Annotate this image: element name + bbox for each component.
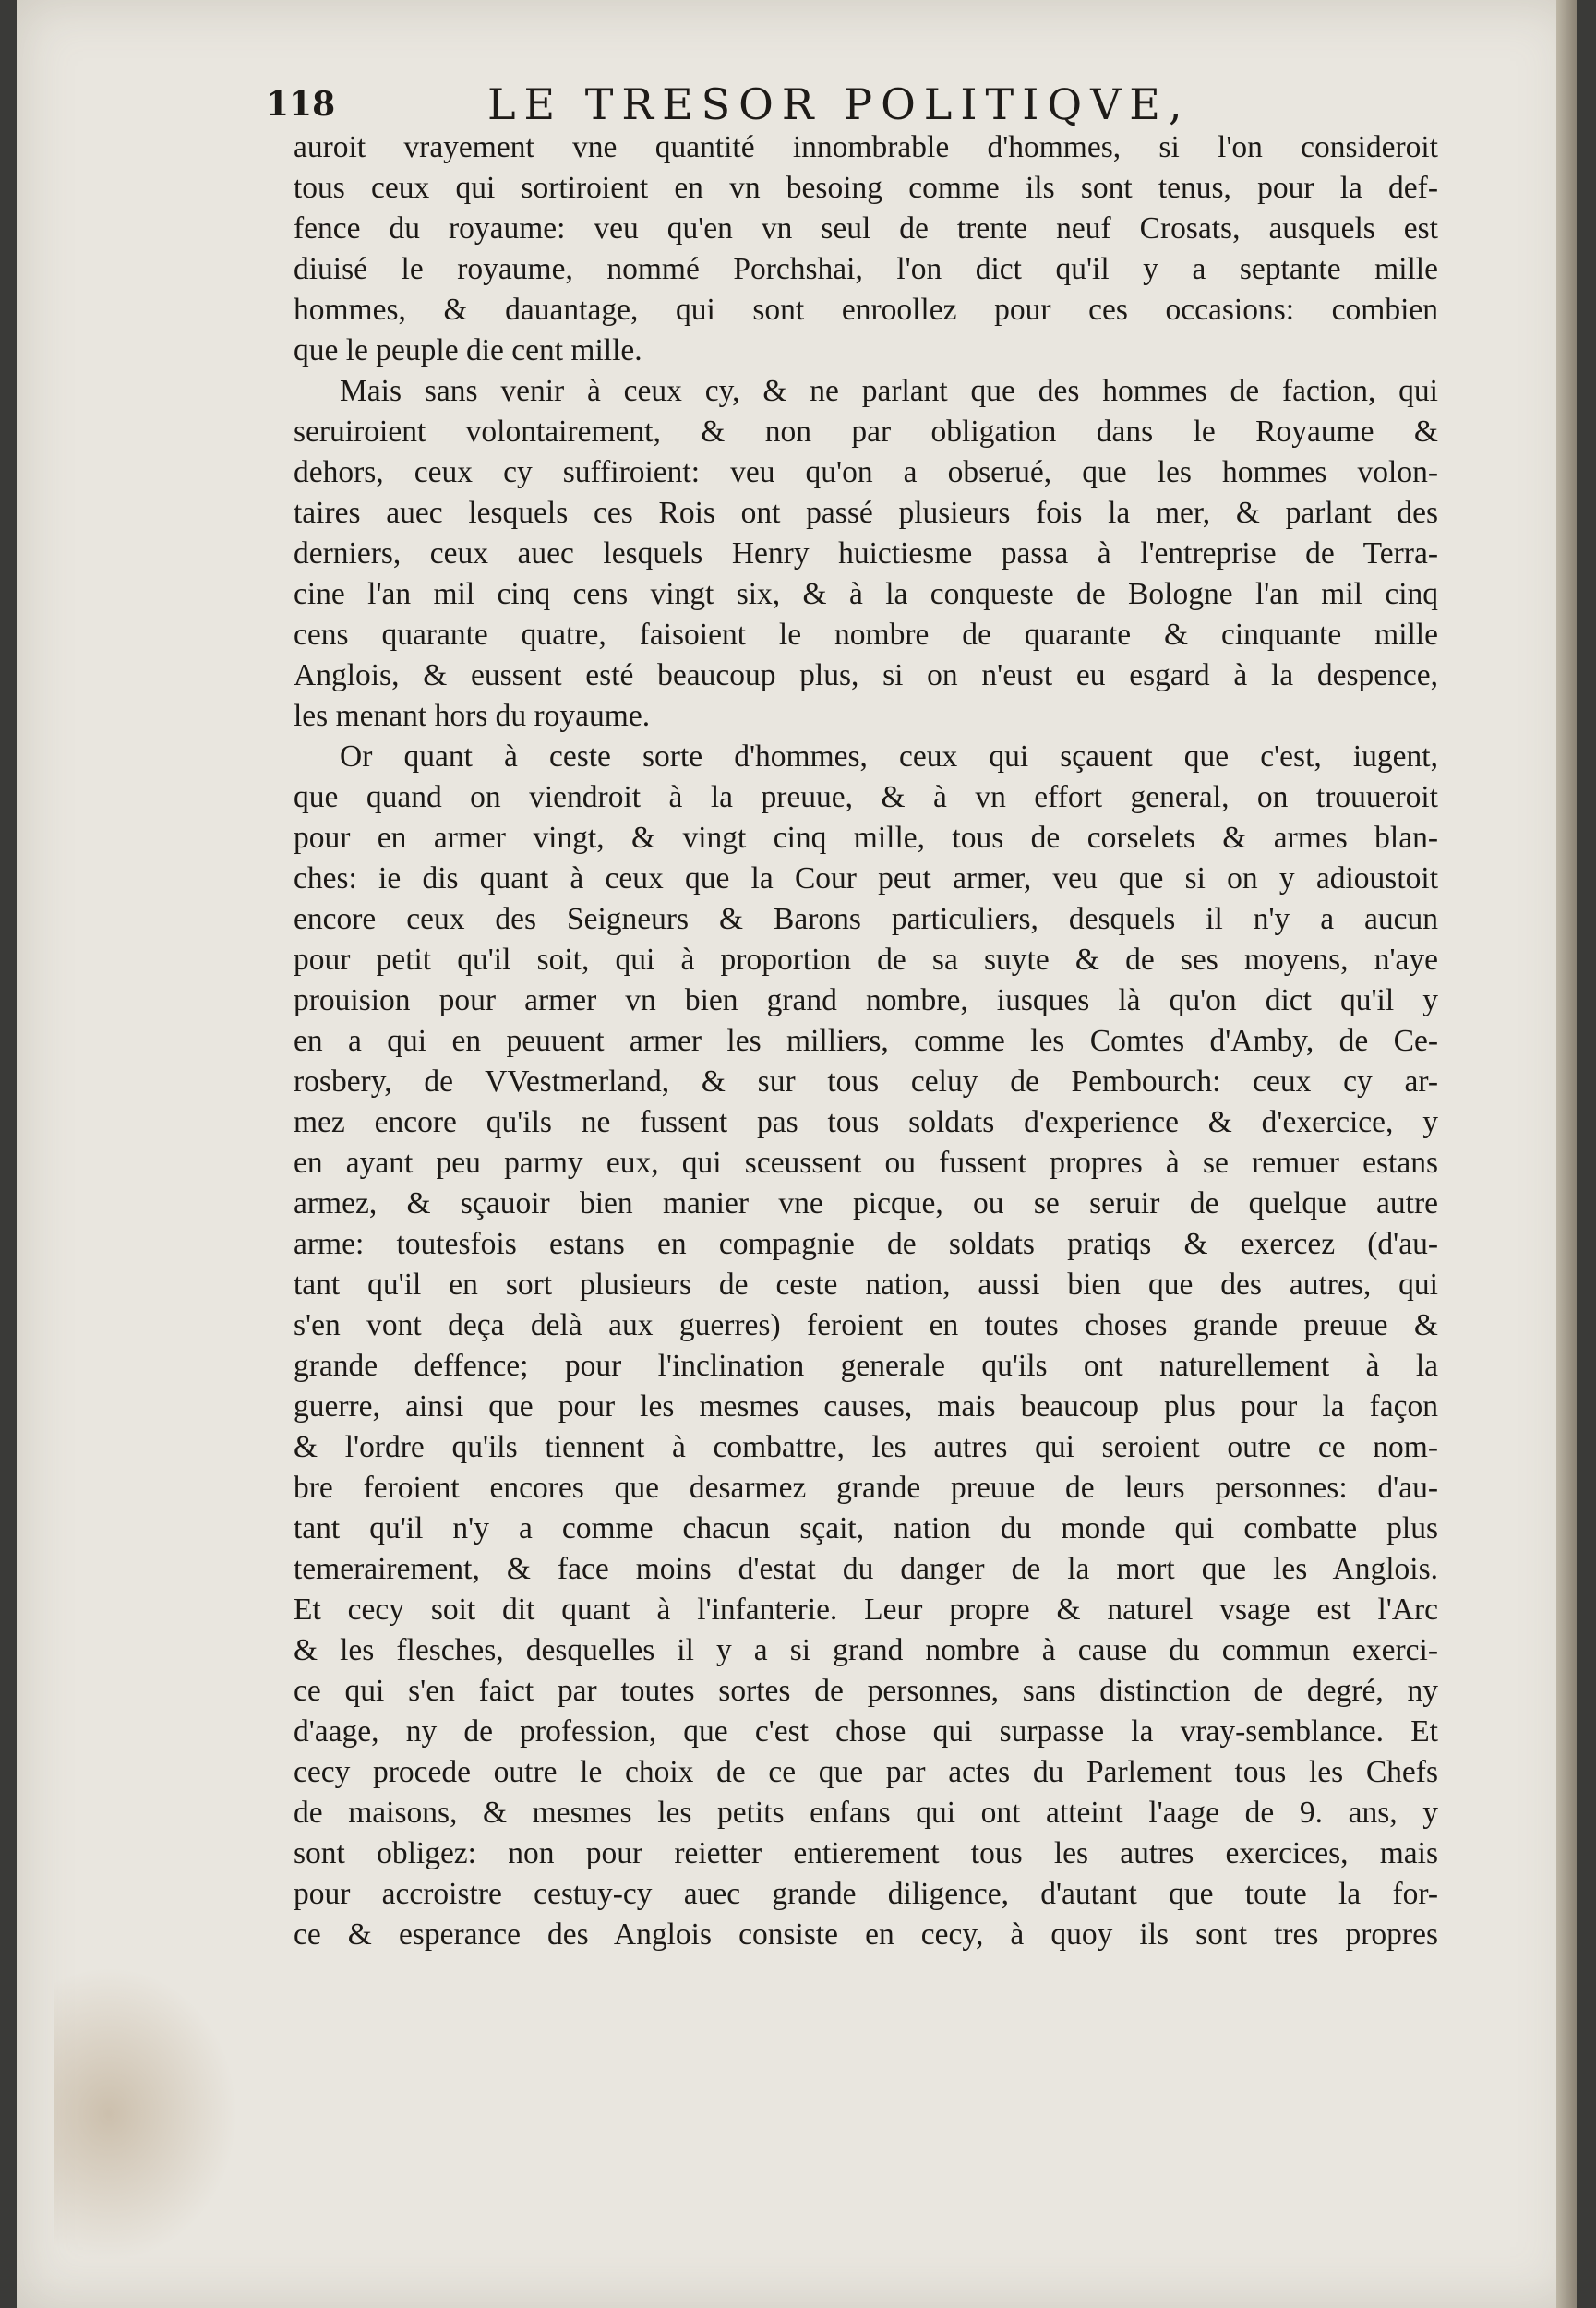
page-stain [54,1966,238,2262]
text-line: tant qu'il n'y a comme chacun sçait, nation du monde qui combatte plus [294,1511,1438,1545]
text-line: cens quarante quatre, faisoient le nombre de quarante & cinquante mille [294,618,1438,652]
text-line: Anglois, & eussent esté beaucoup plus, si on n'eust eu esgard à la despence, [294,658,1438,692]
text-line: ce qui s'en faict par toutes sortes de personnes, sans distinction de degré, ny [294,1674,1438,1708]
text-line: grande deffence; pour l'inclination generale qu'ils ont naturellement à la [294,1349,1438,1383]
text-line: seruiroient volontairement, & non par obligation dans le Royaume & [294,415,1438,449]
text-line: prouision pour armer vn bien grand nombre, iusques là qu'on dict qu'il y [294,983,1438,1017]
text-line: en a qui en peuuent armer les milliers, comme les Comtes d'Amby, de Ce- [294,1024,1438,1058]
text-line: auroit vrayement vne quantité innombrable d'hommes, si l'on consideroit [294,130,1438,164]
text-line: hommes, & dauantage, qui sont enroollez pour ces occasions: combien [294,293,1438,327]
text-line: pour accroistre cestuy-cy auec grande diligence, d'autant que toute la for- [294,1877,1438,1911]
text-line: tant qu'il en sort plusieurs de ceste nation, aussi bien que des autres, qui [294,1268,1438,1302]
text-line: d'aage, ny de profession, que c'est chose qui surpasse la vray-semblance. Et [294,1714,1438,1749]
text-line: taires auec lesquels ces Rois ont passé plusieurs fois la mer, & parlant des [294,496,1438,530]
body-text [294,127,1438,1955]
book-page [17,0,1577,2308]
text-line: en ayant peu parmy eux, qui sceussent ou fussent propres à se remuer estans [294,1146,1438,1180]
text-line: de maisons, & mesmes les petits enfans qui ont atteint l'aage de 9. ans, y [294,1796,1438,1830]
text-line: fence du royaume: veu qu'en vn seul de trente neuf Crosats, ausquels est [294,211,1438,246]
text-line: diuisé le royaume, nommé Porchshai, l'on dict qu'il y a septante mille [294,252,1438,286]
text-line: encore ceux des Seigneurs & Barons particuliers, desquels il n'y a aucun [294,902,1438,936]
text-line: cecy procede outre le choix de ce que par actes du Parlement tous les Chefs [294,1755,1438,1789]
text-line: sont obligez: non pour reietter entierement tous les autres exercices, mais [294,1836,1438,1870]
text-line: derniers, ceux auec lesquels Henry huictiesme passa à l'entreprise de Terra- [294,536,1438,571]
text-line: ches: ie dis quant à ceux que la Cour peut armer, veu que si on y adioustoit [294,861,1438,896]
text-line: bre feroient encores que desarmez grande preuue de leurs personnes: d'au- [294,1471,1438,1505]
text-line: pour petit qu'il soit, qui à proportion de sa suyte & de ses moyens, n'aye [294,943,1438,977]
text-line: pour en armer vingt, & vingt cinq mille, tous de corselets & armes blan- [294,821,1438,855]
text-line: rosbery, de VVestmerland, & sur tous celuy de Pembourch: ceux cy ar- [294,1064,1438,1099]
text-line: que quand on viendroit à la preuue, & à vn effort general, on trouueroit [294,780,1438,814]
text-line: temerairement, & face moins d'estat du danger de la mort que les Anglois. [294,1552,1438,1586]
text-line: cine l'an mil cinq cens vingt six, & à la conqueste de Bologne l'an mil cinq [294,577,1438,611]
text-line: s'en vont deça delà aux guerres) feroient en toutes choses grande preuue & [294,1308,1438,1342]
page-header [266,79,1438,135]
text-line: mez encore qu'ils ne fussent pas tous soldats d'experience & d'exercice, y [294,1105,1438,1139]
text-line: armez, & sçauoir bien manier vne picque, ou se seruir de quelque autre [294,1186,1438,1220]
text-line: ce & esperance des Anglois consiste en cecy, à quoy ils sont tres propres [294,1917,1438,1952]
text-line: dehors, ceux cy suffiroient: veu qu'on a obserué, que les hommes volon- [294,455,1438,489]
text-line: & l'ordre qu'ils tiennent à combattre, les autres qui seroient outre ce nom- [294,1430,1438,1464]
text-line: Et cecy soit dit quant à l'infanterie. Leur propre & naturel vsage est l'Arc [294,1593,1438,1627]
text-line: guerre, ainsi que pour les mesmes causes, mais beaucoup plus pour la façon [294,1389,1438,1424]
page-number: 118 [266,85,336,124]
text-line: Or quant à ceste sorte d'hommes, ceux qui sçauent que c'est, iugent, [340,739,1438,774]
text-line: & les flesches, desquelles il y a si grand nombre à cause du commun exerci- [294,1633,1438,1667]
running-title: LE TRESOR POLITIQVE, [487,79,1191,129]
text-line: arme: toutesfois estans en compagnie de soldats pratiqs & exercez (d'au- [294,1227,1438,1261]
text-line: que le peuple die cent mille. [294,333,642,367]
text-line: tous ceux qui sortiroient en vn besoing comme ils sont tenus, pour la def- [294,171,1438,205]
text-line: les menant hors du royaume. [294,699,651,733]
text-line: Mais sans venir à ceux cy, & ne parlant que des hommes de faction, qui [340,374,1438,408]
page-edge [1556,0,1577,2308]
